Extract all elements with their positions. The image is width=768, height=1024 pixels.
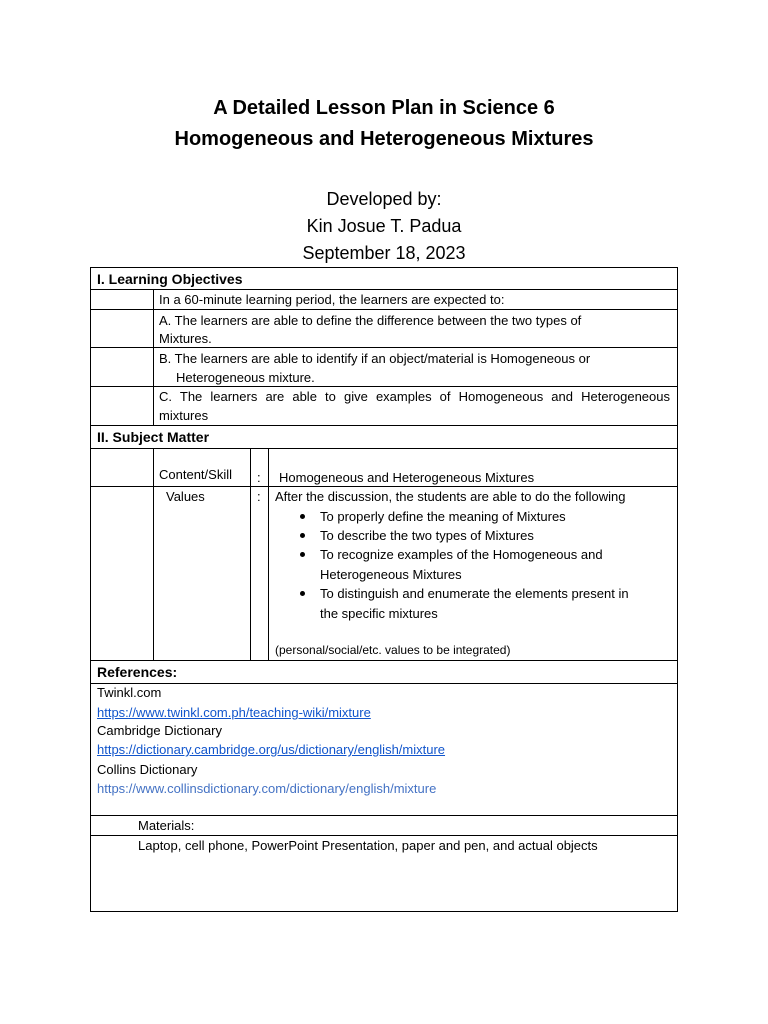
author-name: Kin Josue T. Padua [306,216,462,236]
values-bullet-2: To describe the two types of Mixtures [320,528,534,543]
subject-matter-heading: II. Subject Matter [97,429,210,445]
values-bullet-4-line2: the specific mixtures [320,606,438,621]
column-divider [153,289,154,425]
reference-3-link[interactable]: https://www.collinsdictionary.com/dictionary/english/mixture [97,781,437,796]
row-divider [90,309,678,310]
objective-a-line2: Mixtures. [159,331,212,346]
values-bullet-4-line1: To distinguish and enumerate the elements present in [320,586,629,601]
reference-3-name: Collins Dictionary [97,762,198,777]
objective-a-line1: A. The learners are able to define the difference between the two types of [159,313,582,328]
reference-1-link[interactable]: https://www.twinkl.com.ph/teaching-wiki/mixture [97,705,371,720]
learning-objectives-heading: I. Learning Objectives [97,271,243,287]
column-divider [153,448,154,660]
content-skill-value: Homogeneous and Heterogeneous Mixtures [279,470,535,485]
column-divider [250,448,251,660]
values-bullet-3-line1: To recognize examples of the Homogeneous and [320,547,603,562]
row-divider [90,448,678,449]
reference-1-name: Twinkl.com [97,685,162,700]
document-subtitle: Homogeneous and Heterogeneous Mixtures [174,128,594,150]
values-colon: : [257,489,261,504]
objective-b-line1: B. The learners are able to identify if an object/material is Homogeneous or [159,351,591,366]
bullet-icon [300,591,305,596]
references-heading: References: [97,664,178,680]
objective-c-line2: mixtures [159,408,209,423]
reference-2-link[interactable]: https://dictionary.cambridge.org/us/dictionary/english/mixture [97,742,446,757]
document-title: A Detailed Lesson Plan in Science 6 [213,97,555,119]
column-divider [268,448,269,660]
row-divider [90,683,678,684]
bullet-icon [300,533,305,538]
content-colon: : [257,470,261,485]
row-divider [90,425,678,426]
values-intro: After the discussion, the students are able to do the following [275,489,626,504]
bullet-icon [300,514,305,519]
values-bullet-3-line2: Heterogeneous Mixtures [320,567,462,582]
document-date: September 18, 2023 [302,243,466,263]
materials-value: Laptop, cell phone, PowerPoint Presentation, paper and pen, and actual objects [138,838,598,853]
reference-2-name: Cambridge Dictionary [97,723,222,738]
materials-label: Materials: [138,818,195,833]
objectives-intro: In a 60-minute learning period, the learners are expected to: [159,292,505,307]
developed-by-label: Developed by: [326,189,442,209]
content-skill-label: Content/Skill [159,467,232,482]
values-label: Values [166,489,205,504]
values-note: (personal/social/etc. values to be integrated) [275,643,511,657]
values-bullet-1: To properly define the meaning of Mixtures [320,509,566,524]
objective-c-line1: C. The learners are able to give examples of Homogeneous and Heterogeneous [159,389,670,404]
bullet-icon [300,552,305,557]
row-divider [90,660,678,661]
objective-b-line2: Heterogeneous mixture. [176,370,315,385]
